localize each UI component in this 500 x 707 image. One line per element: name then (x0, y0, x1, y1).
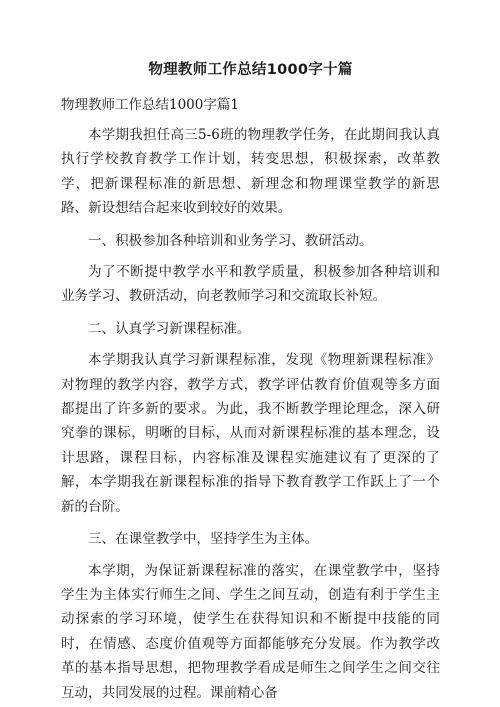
paragraph-curriculum: 本学期我认真学习新课程标准，发现《物理新课程标准》对物理的教学内容，教学方式，教学评估教育价值观等多方面都提出了许多新的要求。为此，我不断教学理论理念，深入研究拳的课标，明晰的目标，从而对新课程标准的基本理念，设计思路，课程目标，内容标准及课程实施建议有了更深的了解，本学期我在新课程标准的指导下教育教学工作跃上了一个新的台阶。 (61, 352, 440, 515)
paragraph-classroom: 本学期，为保证新课程标准的落实，在课堂教学中，坚持学生为主体实行师生之间、学生之间互动，创造有利于学生主动探索的学习环境，使学生在获得知识和不断提中技能的同时，在情感、态度价值观等方面都能够充分发展。作为教学改革的基本指导思想，把物理教学看成是师生之间学生之间交往互动，共同发展的过程。课前精心备 (61, 562, 440, 701)
paragraph-intro: 本学期我担任高三5-6班的物理教学任务，在此期间我认真执行学校教育教学工作计划，转变思想，积极探索，改革教学，把新课程标准的新思想、新理念和物理课堂教学的新思路、新设想结合起来收到较好的效果。 (61, 127, 440, 217)
document-subtitle: 物理教师工作总结1000字篇1 (61, 97, 239, 113)
section-heading-3: 三、在课堂教学中，坚持学生为主体。 (88, 531, 319, 548)
section-heading-2: 二、认真学习新课程标准。 (88, 320, 251, 337)
section-heading-1: 一、积极参加各种培训和业务学习、教研活动。 (88, 232, 373, 249)
document-title: 物理教师工作总结1000字十篇 (148, 62, 353, 78)
paragraph-training: 为了不断提中教学水平和教学质量，积极参加各种培训和业务学习、教研活动，向老教师学习和交流取长补短。 (61, 264, 440, 305)
